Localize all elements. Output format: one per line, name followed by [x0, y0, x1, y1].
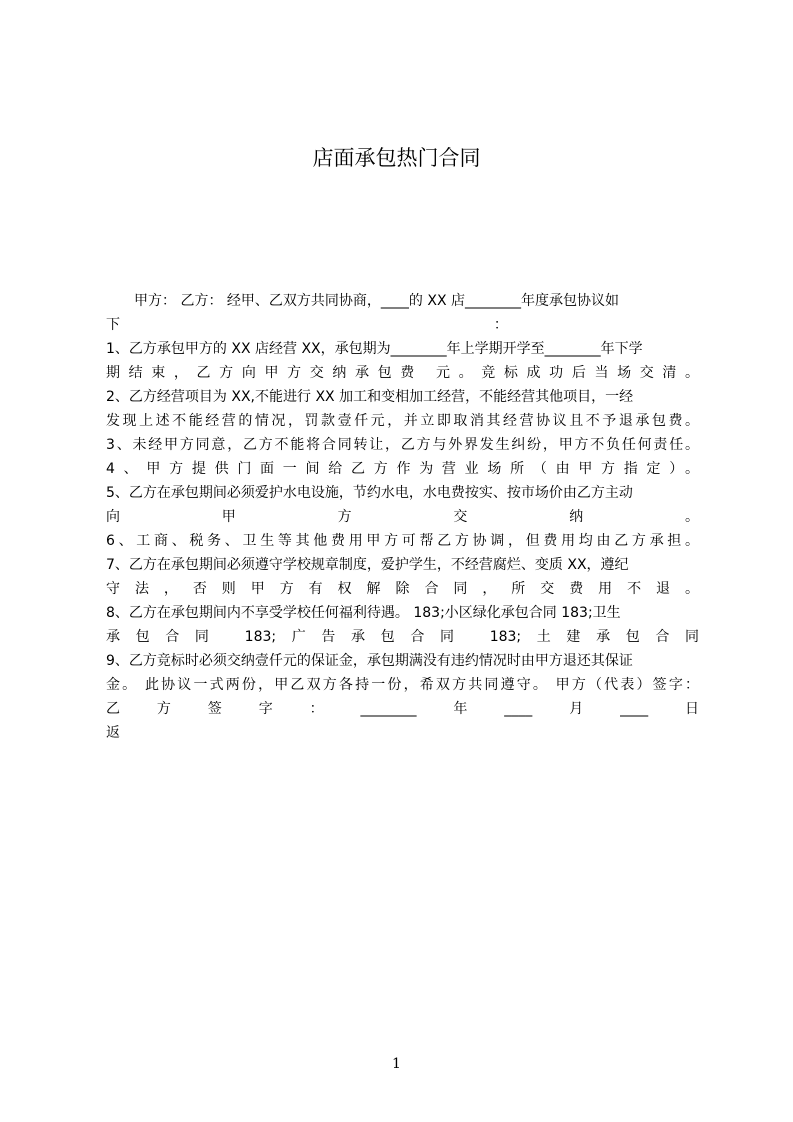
text-line: 8、乙方在承包期间内不享受学校任何福利待遇。 183;小区绿化承包合同 183;卫生 [106, 605, 621, 621]
text-line: 发现上述不能经营的情况，罚款壹仟元，并立即取消其经营协议且不予退承包费。 [106, 413, 699, 429]
text-line: 6、工商、税务、卫生等其他费用甲方可帮乙方协调，但费用均由乙方承担。 [106, 533, 699, 549]
document-title: 店面承包热门合同 [312, 146, 481, 170]
text-line: 向 甲 方 交 纳 。 [106, 509, 699, 525]
text-line: 9、乙方竞标时必须交纳壹仟元的保证金，承包期满没有违约情况时由甲方退还其保证 [106, 653, 633, 669]
text-line: 4、甲方提供门面一间给乙方作为营业场所（由甲方指定）。 [106, 461, 699, 477]
page-number: 1 [392, 1056, 401, 1072]
text-line: 2、乙方经营项目为 XX,不能进行 XX 加工和变相加工经营，不能经营其他项目，一经 [106, 389, 634, 405]
text-line: 乙方签字：________年____月____日 [106, 701, 699, 717]
text-line: 7、乙方在承包期间必须遵守学校规章制度，爱护学生，不经营腐烂、变质 XX，遵纪 [106, 557, 629, 573]
text-line: 3、未经甲方同意，乙方不能将合同转让，乙方与外界发生纠纷，甲方不负任何责任。 [106, 437, 699, 453]
contract-body [106, 289, 699, 745]
text-line: 1、乙方承包甲方的 XX 店经营 XX，承包期为________年上学期开学至________年下学 [106, 341, 643, 357]
text-line: 守法，否则甲方有权解除合同，所交费用不退。 [106, 581, 699, 597]
text-line: 下 ： [106, 317, 508, 333]
text-line: 承包合同 183;广告承包合同 183;土建承包合同 [106, 629, 699, 645]
text-line: 5、乙方在承包期间必须爱护水电设施，节约水电，水电费按实、按市场价由乙方主动 [106, 485, 633, 501]
text-line: 甲方： 乙方： 经甲、乙双方共同协商，____的 XX 店________年度承包协议如 [134, 293, 619, 309]
text-line: 返 [106, 725, 120, 741]
text-line: 期结束，乙方向甲方交纳承包费 元。竞标成功后当场交清。 [106, 365, 699, 381]
text-line: 金。 此协议一式两份，甲乙双方各持一份，希双方共同遵守。 甲方（代表）签字： [106, 677, 699, 693]
